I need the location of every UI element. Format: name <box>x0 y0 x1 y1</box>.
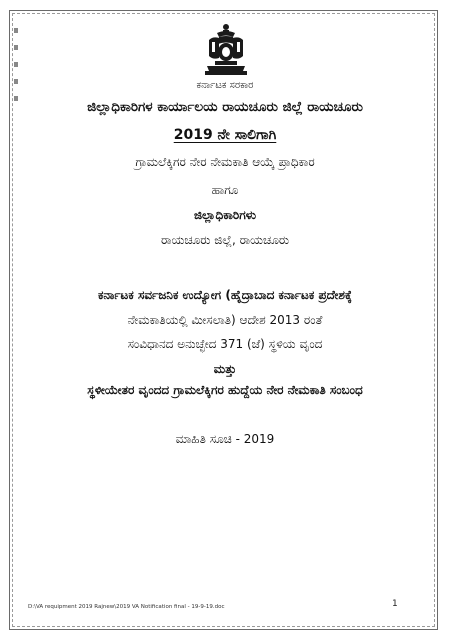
subject-line-3: ಸಂವಿಧಾನದ ಅನುಚ್ಛೇದ 371 (ಜೆ) ಸ್ಥಳಿಯ ವೃಂದ <box>127 337 323 351</box>
subject-line-4: ಮತ್ತು <box>213 362 237 376</box>
authority-line-2: ಜಿಲ್ಲಾಧಿಕಾರಿಗಳು <box>193 208 257 222</box>
subject-line-5: ಸ್ಥಳೀಯೇತರ ವೃಂದದ ಗ್ರಾಮಲೆಕ್ಕಿಗರ ಹುದ್ದೆಯ ನೇರ ನೇಮಕಾತಿ ಸಂಬಂಧ <box>87 383 363 397</box>
year-title: 2019 ನೇ ಸಾಲಿಗಾಗಿ <box>173 127 277 143</box>
karnataka-emblem-icon <box>203 22 249 76</box>
government-label: ಕರ್ನಾಟಕ ಸರಕಾರ <box>196 80 254 91</box>
subject-line-1: ಕರ್ನಾಟಕ ಸರ್ವಜನಿಕ ಉದ್ಯೋಗ (ಹೈದ್ರಾಬಾದ ಕರ್ನಾಟಕ ಪ್ರದೇಶಕ್ಕೆ <box>98 288 352 302</box>
authority-conjunction: ಹಾಗೂ <box>211 183 239 197</box>
office-heading: ಜಿಲ್ಲಾಧಿಕಾರಿಗಳ ಕಾರ್ಯಾಲಯ ರಾಯಚೂರು ಜಿಲ್ಲೆ ರಾಯಚೂರು <box>87 99 363 115</box>
authority-line-1: ಗ್ರಾಮಲೆಕ್ಕಿಗರ ನೇರ ನೇಮಕಾತಿ ಆಯ್ಕೆ ಪ್ರಾಧಿಕಾರ <box>135 155 315 169</box>
subject-line-2: ನೇಮಕಾತಿಯಲ್ಲಿ ಮೀಸಲಾತಿ) ಆದೇಶ 2013 ರಂತೆ <box>127 313 323 327</box>
notification-title: ಮಾಹಿತಿ ಸೂಚಿ - 2019 <box>175 432 275 446</box>
page-number: 1 <box>392 599 398 609</box>
file-path-footer: D:\VA requipment 2019 Rajnew\2019 VA Notification final - 19-9-19.doc <box>28 604 225 610</box>
authority-line-3: ರಾಯಚೂರು ಜಿಲ್ಲೆ, ರಾಯಚೂರು <box>160 233 290 247</box>
